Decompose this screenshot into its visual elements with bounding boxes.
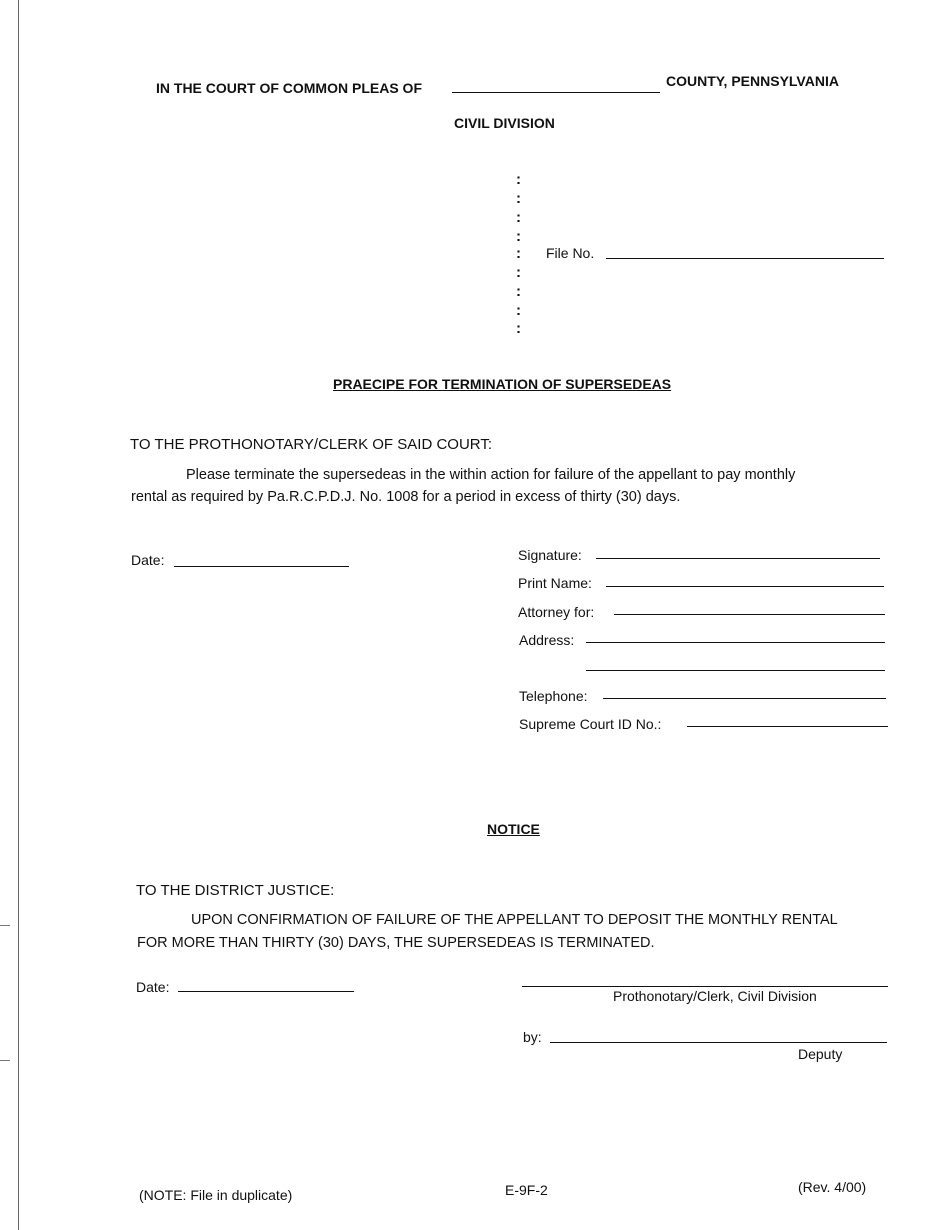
address-label: Address: — [519, 632, 575, 648]
praecipe-addressee: TO THE PROTHONOTARY/CLERK OF SAID COURT: — [130, 436, 492, 453]
supreme-court-id-label: Supreme Court ID No.: — [519, 716, 662, 732]
attorney-for-line[interactable] — [614, 614, 885, 615]
notice-body-line2: FOR MORE THAN THIRTY (30) DAYS, THE SUPERSEDEAS IS TERMINATED. — [137, 935, 655, 951]
form-code: E-9F-2 — [505, 1182, 548, 1198]
praecipe-date-line[interactable] — [174, 566, 349, 567]
notice-date-line[interactable] — [178, 991, 354, 992]
court-prefix: IN THE COURT OF COMMON PLEAS OF — [156, 80, 422, 96]
print-name-line[interactable] — [606, 586, 884, 587]
praecipe-body-line2: rental as required by Pa.R.C.P.D.J. No. 1008 for a period in excess of thirty (30) days. — [131, 489, 681, 505]
praecipe-date-label: Date: — [131, 552, 165, 568]
file-no-label: File No. — [546, 245, 595, 261]
signature-line[interactable] — [596, 558, 880, 559]
deputy-signature-line[interactable] — [550, 1042, 887, 1043]
notice-date-label: Date: — [136, 979, 170, 995]
praecipe-title: PRAECIPE FOR TERMINATION OF SUPERSEDEAS — [333, 376, 672, 392]
notice-heading: NOTICE — [487, 821, 540, 837]
print-name-label: Print Name: — [518, 575, 592, 591]
edge-tick — [0, 925, 10, 926]
edge-tick — [0, 1060, 10, 1061]
clerk-label: Prothonotary/Clerk, Civil Division — [613, 988, 817, 1004]
signature-label: Signature: — [518, 547, 582, 563]
clerk-signature-line[interactable] — [522, 986, 888, 987]
praecipe-body-line1: Please terminate the supersedeas in the within action for failure of the appellant to pay monthly — [186, 467, 796, 483]
telephone-label: Telephone: — [519, 688, 588, 704]
address-line-1[interactable] — [586, 642, 885, 643]
footer-note: (NOTE: File in duplicate) — [139, 1187, 293, 1203]
by-label: by: — [523, 1029, 542, 1045]
deputy-label: Deputy — [798, 1046, 843, 1062]
address-line-2[interactable] — [586, 670, 885, 671]
notice-addressee: TO THE DISTRICT JUSTICE: — [136, 882, 335, 899]
county-suffix: COUNTY, PENNSYLVANIA — [666, 73, 839, 89]
file-no-line[interactable] — [606, 258, 884, 259]
county-blank-line — [452, 92, 660, 93]
notice-body-line1: UPON CONFIRMATION OF FAILURE OF THE APPELLANT TO DEPOSIT THE MONTHLY RENTAL — [191, 912, 838, 928]
supreme-court-id-line[interactable] — [687, 726, 888, 727]
page-left-edge — [18, 0, 19, 1230]
division-title: CIVIL DIVISION — [454, 115, 555, 131]
telephone-line[interactable] — [603, 698, 886, 699]
attorney-for-label: Attorney for: — [518, 604, 595, 620]
revision-label: (Rev. 4/00) — [798, 1179, 867, 1195]
